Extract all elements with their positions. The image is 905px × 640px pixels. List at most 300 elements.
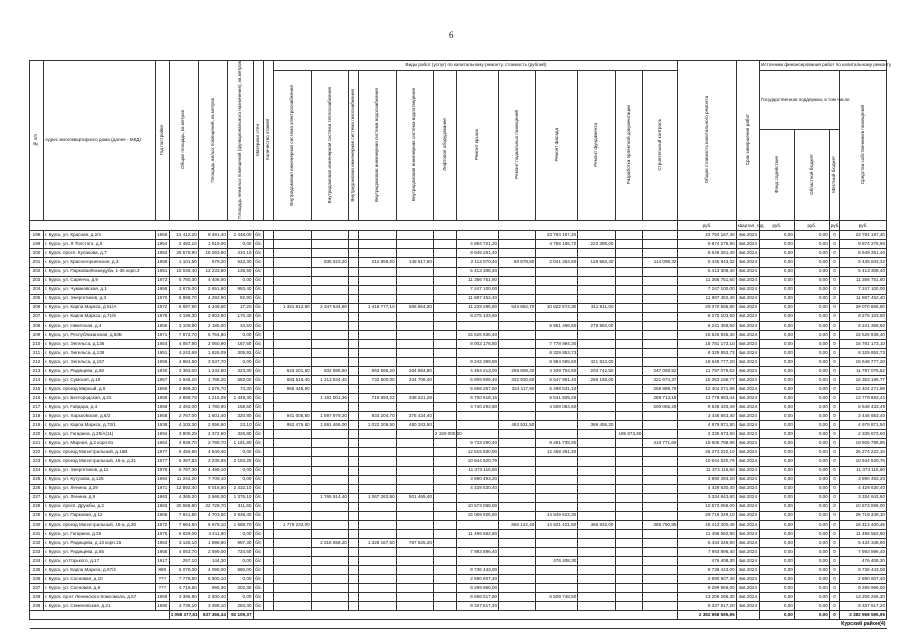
row-work-cost: 4 429 630,40 xyxy=(457,484,499,493)
row-work-cost xyxy=(359,339,396,348)
row-floors xyxy=(263,249,273,258)
row-total-area: 257,10 xyxy=(169,557,198,566)
row-nonliving-area: 1 151,80 xyxy=(227,439,253,448)
row-fund: 0,00 xyxy=(759,321,794,330)
row-nonliving-area: 583,00 xyxy=(227,376,253,385)
row-work-cost: 344 708,40 xyxy=(396,376,433,385)
row-work-cost xyxy=(311,557,348,566)
row-work-cost xyxy=(499,602,536,611)
row-living-area: 1 576,70 xyxy=(198,385,227,394)
row-work-cost xyxy=(643,457,678,466)
row-work-cost xyxy=(578,448,615,457)
row-walls: б/с xyxy=(253,385,263,394)
row-work-cost xyxy=(348,330,358,339)
row-work-cost xyxy=(311,475,348,484)
row-work-cost: 1 765 914,40 xyxy=(311,493,348,502)
row-fund: 0,00 xyxy=(759,303,794,312)
row-work-cost xyxy=(643,285,678,294)
row-work-cost xyxy=(536,602,578,611)
row-work-cost xyxy=(311,584,348,593)
row-num: 202 xyxy=(30,267,44,276)
row-address: г. Курск, ул. Энгельса, д.136 xyxy=(43,339,155,348)
row-nonliving-area: 0,00 xyxy=(227,357,253,366)
row-work-cost xyxy=(536,538,578,547)
row-floors xyxy=(263,529,273,538)
row-work-cost xyxy=(499,511,536,520)
row-owners: 15 526 936,40 xyxy=(840,330,887,339)
row-deadline: 4кв.2024 xyxy=(736,312,759,321)
row-work-cost: 410 771,66 xyxy=(643,439,678,448)
row-work-cost xyxy=(536,584,578,593)
row-work-cost xyxy=(457,421,499,430)
row-work-cost xyxy=(348,394,358,403)
row-work-cost xyxy=(396,330,433,339)
unit-total-cost: руб. xyxy=(678,221,736,231)
row-nonliving-area: 1 375,10 xyxy=(227,493,253,502)
row-floors xyxy=(263,466,273,475)
row-work-cost xyxy=(643,466,678,475)
totals-cost: 2 382 968 595,95 xyxy=(678,611,736,620)
row-work-cost: 149 617,60 xyxy=(396,258,433,267)
row-fund: 0,00 xyxy=(759,240,794,249)
row-work-cost xyxy=(499,529,536,538)
row-work-cost: 11 887 452,40 xyxy=(457,294,499,303)
row-total-cost: 3 448 663,40 xyxy=(678,412,736,421)
row-total-area: 3 675,00 xyxy=(169,285,198,294)
row-total-area: 4 935,70 xyxy=(169,439,198,448)
row-nonliving-area: 2 432,10 xyxy=(227,484,253,493)
row-work-cost: 11 356 751,60 xyxy=(457,276,499,285)
row-nonliving-area: 0,00 xyxy=(227,529,253,538)
row-work-cost xyxy=(274,430,311,439)
row-work-cost xyxy=(433,385,456,394)
row-work-cost xyxy=(359,321,396,330)
row-floors xyxy=(263,457,273,466)
row-work-cost xyxy=(578,285,615,294)
row-work-cost xyxy=(274,276,311,285)
row-work-cost xyxy=(433,267,456,276)
row-work-cost xyxy=(433,457,456,466)
row-living-area: 1 788,20 xyxy=(198,376,227,385)
row-living-area: 4 292,90 xyxy=(198,294,227,303)
row-fund: 0,00 xyxy=(759,376,794,385)
row-work-cost xyxy=(274,493,311,502)
row-total-cost: 3 890 493,20 xyxy=(678,475,736,484)
row-work-cost xyxy=(274,240,311,249)
row-num: 229 xyxy=(30,511,44,520)
row-work-cost xyxy=(348,357,358,366)
row-owners: 4 979 871,50 xyxy=(840,421,887,430)
row-local: 0 xyxy=(829,403,839,412)
row-work-cost: 719 694,22 xyxy=(359,394,396,403)
row-nonliving-area: 734,60 xyxy=(227,547,253,556)
row-total-area: 12 892,40 xyxy=(169,484,198,493)
row-work-cost: 1 022 209,50 xyxy=(359,421,396,430)
row-work-cost xyxy=(615,294,643,303)
row-regional: 0,00 xyxy=(794,348,829,357)
row-work-cost: 480 343,50 xyxy=(396,421,433,430)
row-work-cost xyxy=(359,602,396,611)
row-work-cost xyxy=(433,285,456,294)
row-owners: 11 797 075,62 xyxy=(840,367,887,376)
row-work-cost: 4 464 213,00 xyxy=(457,367,499,376)
row-work-cost xyxy=(499,575,536,584)
row-walls: б/с xyxy=(253,240,263,249)
row-work-cost xyxy=(536,267,578,276)
row-address: г. Курск, ул. Никитская, д.4 xyxy=(43,321,155,330)
row-work-cost xyxy=(536,466,578,475)
row-nonliving-area: 1 449,30 xyxy=(227,394,253,403)
row-year: 1970 xyxy=(155,294,169,303)
row-walls: б/с xyxy=(253,258,263,267)
row-walls: б/с xyxy=(253,276,263,285)
district-title: Курский район(4) xyxy=(30,620,887,629)
table-row xyxy=(30,430,887,439)
col-deadline: Срок завершения работ xyxy=(736,61,759,221)
row-work-cost xyxy=(643,303,678,312)
row-work-cost: 7 993 896,40 xyxy=(457,547,499,556)
row-total-cost: 9 874 275,90 xyxy=(678,240,736,249)
row-regional: 0,00 xyxy=(794,602,829,611)
row-work-cost xyxy=(433,466,456,475)
row-work-cost: 2 150 000,00 xyxy=(433,430,456,439)
row-total-cost: 18 648 777,20 xyxy=(678,357,736,366)
row-fund: 0,00 xyxy=(759,529,794,538)
row-living-area: 7 709,10 xyxy=(198,475,227,484)
row-work-cost xyxy=(615,231,643,240)
row-work-cost: 125 562,40 xyxy=(578,258,615,267)
row-deadline: 4кв.2024 xyxy=(736,330,759,339)
row-fund: 0,00 xyxy=(759,357,794,366)
row-deadline: 4кв.2024 xyxy=(736,339,759,348)
row-owners: 9 299 966,00 xyxy=(840,584,887,593)
row-work-cost xyxy=(274,511,311,520)
row-living-area: 1 898,80 xyxy=(198,538,227,547)
table-row xyxy=(30,566,887,575)
row-work-cost xyxy=(274,394,311,403)
row-num: 222 xyxy=(30,448,44,457)
row-work-cost xyxy=(536,457,578,466)
row-work-cost xyxy=(643,448,678,457)
row-work-cost xyxy=(348,267,358,276)
row-work-cost xyxy=(499,294,536,303)
row-num: 217 xyxy=(30,403,44,412)
row-work-cost xyxy=(348,439,358,448)
row-work-cost xyxy=(615,249,643,258)
row-year: 1957 xyxy=(155,376,169,385)
col-work-design: Разработка проектной документации xyxy=(615,71,643,221)
row-address: г. Курск, ул. Парковая/Кожедуба, 1-36 корп.3 xyxy=(43,267,155,276)
row-work-cost xyxy=(499,276,536,285)
row-work-cost: 338 221,28 xyxy=(396,394,433,403)
row-work-cost xyxy=(433,566,456,575)
row-work-cost xyxy=(396,321,433,330)
table-row xyxy=(30,602,887,611)
table-row xyxy=(30,439,887,448)
row-local: 0 xyxy=(829,258,839,267)
row-deadline: 4кв.2024 xyxy=(736,367,759,376)
row-work-cost: 8 275 103,60 xyxy=(457,312,499,321)
row-work-cost xyxy=(433,602,456,611)
row-work-cost: 787 525,20 xyxy=(396,538,433,547)
row-walls: б/с xyxy=(253,357,263,366)
row-work-cost xyxy=(311,529,348,538)
row-work-cost: 1 597 979,20 xyxy=(311,412,348,421)
row-living-area: 4 499,10 xyxy=(198,466,227,475)
row-work-cost xyxy=(359,439,396,448)
row-deadline: 4кв.2024 xyxy=(736,584,759,593)
row-work-cost xyxy=(643,339,678,348)
row-work-cost xyxy=(348,475,358,484)
row-owners: 12 404 271,98 xyxy=(840,385,887,394)
row-nonliving-area: 880,00 xyxy=(227,566,253,575)
row-work-cost xyxy=(643,584,678,593)
row-local: 0 xyxy=(829,557,839,566)
row-regional: 0,00 xyxy=(794,339,829,348)
row-fund: 0,00 xyxy=(759,475,794,484)
row-work-cost: 2 041 264,80 xyxy=(536,258,578,267)
row-work-cost xyxy=(615,575,643,584)
row-fund: 0,00 xyxy=(759,457,794,466)
row-work-cost xyxy=(499,339,536,348)
row-nonliving-area: 0,00 xyxy=(227,448,253,457)
row-owners: 8 329 853,73 xyxy=(840,348,887,357)
row-total-cost: 4 429 630,40 xyxy=(678,484,736,493)
row-work-cost xyxy=(348,557,358,566)
row-owners: 18 648 777,20 xyxy=(840,357,887,366)
row-total-cost: 15 781 173,10 xyxy=(678,339,736,348)
row-work-cost xyxy=(433,403,456,412)
row-regional: 0,00 xyxy=(794,303,829,312)
row-work-cost: 8 329 853,73 xyxy=(536,348,578,357)
row-num: 223 xyxy=(30,457,44,466)
row-regional: 0,00 xyxy=(794,394,829,403)
row-work-cost xyxy=(578,493,615,502)
row-owners: 10 644 520,76 xyxy=(840,457,887,466)
table-row xyxy=(30,511,887,520)
row-num: 207 xyxy=(30,312,44,321)
row-work-cost xyxy=(348,421,358,430)
row-work-cost: 12 815 830,90 xyxy=(457,448,499,457)
row-regional: 0,00 xyxy=(794,249,829,258)
row-deadline: 4кв.2024 xyxy=(736,403,759,412)
row-work-cost xyxy=(396,240,433,249)
row-total-cost: 13 206 266,30 xyxy=(678,593,736,602)
row-work-cost xyxy=(433,584,456,593)
row-work-cost xyxy=(348,376,358,385)
row-work-cost xyxy=(311,385,348,394)
table-row xyxy=(30,484,887,493)
row-nonliving-area: 1 688,70 xyxy=(227,520,253,529)
row-local: 0 xyxy=(829,493,839,502)
row-work-cost: 9 299 966,00 xyxy=(457,584,499,593)
row-total-area: 15 045,40 xyxy=(169,267,198,276)
unit-deadline: квартал, год xyxy=(736,221,759,231)
row-year: 1917 xyxy=(155,557,169,566)
row-year: 1958 xyxy=(155,403,169,412)
row-fund: 0,00 xyxy=(759,330,794,339)
row-nonliving-area: 202,30 xyxy=(227,584,253,593)
row-work-cost xyxy=(348,249,358,258)
row-work-cost xyxy=(499,348,536,357)
row-work-cost xyxy=(396,502,433,511)
row-owners: 3 890 493,20 xyxy=(840,475,887,484)
row-work-cost xyxy=(615,475,643,484)
row-regional: 0,00 xyxy=(794,439,829,448)
row-work-cost xyxy=(615,547,643,556)
row-work-cost xyxy=(499,538,536,547)
row-work-cost xyxy=(311,321,348,330)
row-year: 1959 xyxy=(155,357,169,366)
row-address: г. Курск, ул. Радищева, д.55 xyxy=(43,547,155,556)
row-local: 0 xyxy=(829,312,839,321)
row-work-cost xyxy=(536,547,578,556)
row-work-cost: 4 894 701,20 xyxy=(457,240,499,249)
row-work-cost xyxy=(311,348,348,357)
row-local: 0 xyxy=(829,303,839,312)
table-row xyxy=(30,493,887,502)
table-row xyxy=(30,475,887,484)
row-living-area: 18 063,90 xyxy=(198,249,227,258)
row-floors xyxy=(263,367,273,376)
row-total-area: 7 776,90 xyxy=(169,575,198,584)
row-work-cost xyxy=(578,475,615,484)
row-work-cost xyxy=(274,339,311,348)
row-walls: б/с xyxy=(253,231,263,240)
row-year: 1969 xyxy=(155,593,169,602)
totals-row xyxy=(30,611,887,620)
row-work-cost: 8 984 595,60 xyxy=(536,357,578,366)
row-work-cost xyxy=(396,312,433,321)
row-work-cost: 9 461 735,90 xyxy=(536,439,578,448)
row-num: 224 xyxy=(30,466,44,475)
col-work-facade: Ремонт фасада xyxy=(536,71,578,221)
row-work-cost xyxy=(359,566,396,575)
row-total-area: 2 767,00 xyxy=(169,412,198,421)
row-local: 0 xyxy=(829,421,839,430)
row-work-cost: 212 858,00 xyxy=(359,258,396,267)
row-work-cost xyxy=(615,376,643,385)
row-work-cost: 2 318 658,20 xyxy=(311,538,348,547)
row-fund: 0,00 xyxy=(759,258,794,267)
row-local: 0 xyxy=(829,321,839,330)
row-nonliving-area: 17,20 xyxy=(227,303,253,312)
row-walls: б/с xyxy=(253,475,263,484)
row-owners: 25 274 222,10 xyxy=(840,448,887,457)
totals-nonliving-area: 92 109,37 xyxy=(227,611,253,620)
row-total-area: 3 125,10 xyxy=(169,538,198,547)
row-address: г. Курск, ул. Гагарина, д.28 xyxy=(43,529,155,538)
row-work-cost xyxy=(615,267,643,276)
row-total-cost: 9 299 966,00 xyxy=(678,584,736,593)
row-floors xyxy=(263,321,273,330)
row-work-cost xyxy=(499,330,536,339)
row-work-cost xyxy=(643,294,678,303)
row-walls: б/с xyxy=(253,321,263,330)
row-year: 1983 xyxy=(155,502,169,511)
row-fund: 0,00 xyxy=(759,547,794,556)
row-work-cost xyxy=(578,267,615,276)
row-work-cost xyxy=(348,484,358,493)
row-nonliving-area: 0,00 xyxy=(227,593,253,602)
row-work-cost xyxy=(615,448,643,457)
row-work-cost: 1 213 834,40 xyxy=(311,376,348,385)
row-work-cost xyxy=(643,538,678,547)
row-year: 1977 xyxy=(155,457,169,466)
col-work-roof: Ремонт крыши xyxy=(457,71,499,221)
row-total-area: 2 493,00 xyxy=(169,403,198,412)
row-local: 0 xyxy=(829,466,839,475)
row-address: г. Курск, ул. Кутузова, д.125 xyxy=(43,475,155,484)
row-work-cost: 5 647 861,40 xyxy=(536,376,578,385)
row-total-cost: 5 434 348,90 xyxy=(678,538,736,547)
row-owners: 11 356 751,60 xyxy=(840,276,887,285)
row-total-area: 6 456,90 xyxy=(169,448,198,457)
row-deadline: 4кв.2024 xyxy=(736,466,759,475)
row-work-cost xyxy=(615,538,643,547)
row-local: 0 xyxy=(829,330,839,339)
row-work-cost: 5 700 618,16 xyxy=(457,394,499,403)
row-work-cost: 666 864,30 xyxy=(396,303,433,312)
row-total-area: 4 735,10 xyxy=(169,602,198,611)
row-work-cost: 1 691 466,00 xyxy=(311,421,348,430)
row-work-cost xyxy=(396,566,433,575)
totals-total-area: 1 058 377,81 xyxy=(169,611,198,620)
row-address: г. Курск, ул. Мирная, д.2 корп.61 xyxy=(43,439,155,448)
row-regional: 0,00 xyxy=(794,312,829,321)
row-fund: 0,00 xyxy=(759,339,794,348)
row-work-cost xyxy=(615,403,643,412)
row-total-cost: 29 070 665,80 xyxy=(678,303,736,312)
row-work-cost xyxy=(643,330,678,339)
row-work-cost xyxy=(457,430,499,439)
row-nonliving-area: 410,10 xyxy=(227,249,253,258)
row-nonliving-area: 320,80 xyxy=(227,412,253,421)
row-living-area: 1 619,00 xyxy=(198,240,227,249)
row-work-cost xyxy=(499,557,536,566)
row-year: 1956 xyxy=(155,231,169,240)
row-total-cost: 19 605 798,96 xyxy=(678,439,736,448)
col-work-basement: Ремонт подвальных помещений xyxy=(499,71,536,221)
row-local: 0 xyxy=(829,584,839,593)
row-living-area: 5 900,10 xyxy=(198,575,227,584)
row-living-area: 4 349,50 xyxy=(198,303,227,312)
row-work-cost xyxy=(615,312,643,321)
row-work-cost xyxy=(359,575,396,584)
row-work-cost xyxy=(311,240,348,249)
row-work-cost xyxy=(359,557,396,566)
row-work-cost xyxy=(396,439,433,448)
row-total-cost: 3 334 643,60 xyxy=(678,493,736,502)
row-work-cost: 200 055,29 xyxy=(643,403,678,412)
row-regional: 0,00 xyxy=(794,457,829,466)
row-work-cost xyxy=(433,538,456,547)
row-living-area: 2 372,60 xyxy=(198,430,227,439)
row-work-cost xyxy=(499,502,536,511)
row-living-area: 3 398,10 xyxy=(198,602,227,611)
row-regional: 0,00 xyxy=(794,412,829,421)
row-year: 1958 xyxy=(155,412,169,421)
row-work-cost xyxy=(311,276,348,285)
row-deadline: 4кв.2024 xyxy=(736,412,759,421)
row-local: 0 xyxy=(829,385,839,394)
row-total-area: 1 101,60 xyxy=(169,258,198,267)
row-work-cost xyxy=(457,557,499,566)
row-address: г. Курск, ул. Белгородская, д.22 xyxy=(43,394,155,403)
row-num: 204 xyxy=(30,285,44,294)
state-support-header: Государственная поддержка, в том числе xyxy=(759,71,839,130)
row-work-cost: 255 809,40 xyxy=(499,367,536,376)
